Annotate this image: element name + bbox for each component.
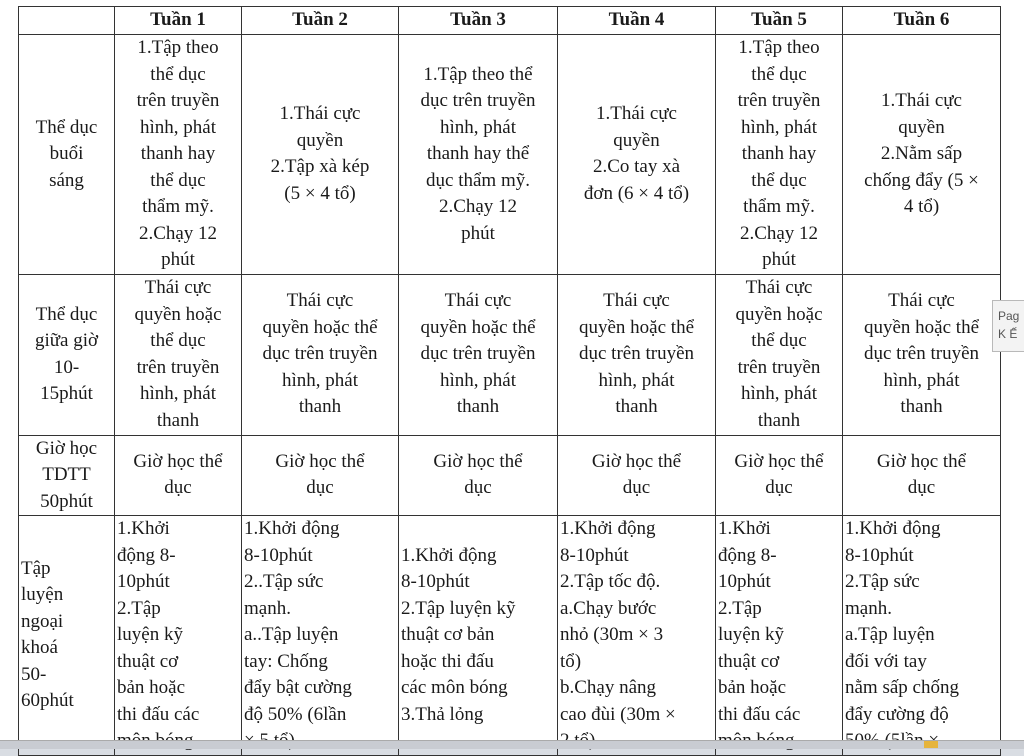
table-cell: Giờ học thể dục (843, 435, 1001, 516)
side-tab-line-2: K Ế (998, 327, 1018, 341)
row-label: Thể dục giữa giờ 10- 15phút (19, 274, 115, 435)
table-cell: 1.Khởi động 8-10phút 2.Tập luyện kỹ thuật cơ bản hoặc thi đấu các môn bóng 3.Thả lỏng (399, 516, 558, 756)
table-cell: 1.Thái cực quyền 2.Tập xà kép (5 × 4 tổ) (242, 35, 399, 275)
table-cell: Thái cực quyền hoặc thể dục trên truyền hình, phát thanh (399, 274, 558, 435)
header-row (19, 7, 1001, 35)
row-label: Giờ học TDTT 50phút (19, 435, 115, 516)
table-row-extracurricular (19, 516, 1001, 756)
table-cell: 1.Thái cực quyền 2.Co tay xà đơn (6 × 4 tổ) (558, 35, 716, 275)
table-cell: 1.Tập theo thể dục trên truyền hình, phát thanh hay thể dục thẩm mỹ. 2.Chạy 12 phút (115, 35, 242, 275)
table-cell: Giờ học thể dục (716, 435, 843, 516)
side-tab-line-1: Pag (998, 309, 1020, 323)
table-cell: Giờ học thể dục (558, 435, 716, 516)
table-cell: Thái cực quyền hoặc thể dục trên truyền hình, phát thanh (716, 274, 843, 435)
table-cell: Thái cực quyền hoặc thể dục trên truyền hình, phát thanh (558, 274, 716, 435)
table-cell: 1.Khởi động 8-10phút 2..Tập sức mạnh. a..Tập luyện tay: Chống đẩy bật cường độ 50% (6lần (242, 516, 399, 756)
row-label: Tập luyện ngoại khoá 50- 60phút (19, 516, 115, 756)
training-schedule-table (18, 6, 1001, 756)
table-cell: 1.Khởi động 8- 10phút 2.Tập luyện kỹ thuật cơ bản hoặc thi đấu các (716, 516, 843, 756)
header-week-3: Tuần 3 (399, 7, 558, 35)
table-cell: 1.Khởi động 8- 10phút 2.Tập luyện kỹ thuật cơ bản hoặc thi đấu các (115, 516, 242, 756)
page-side-tab[interactable] (992, 300, 1024, 352)
table-cell: 1.Tập theo thể dục trên truyền hình, phát thanh hay thể dục thẩm mỹ. 2.Chạy 12 phút (399, 35, 558, 275)
table-cell: Thái cực quyền hoặc thể dục trên truyền hình, phát thanh (843, 274, 1001, 435)
table-cell: 1.Khởi động 8-10phút 2.Tập sức mạnh. a.Tập luyện đối với tay nằm sấp chống đẩy cường độ (843, 516, 1001, 756)
row-label: Thể dục buổi sáng (19, 35, 115, 275)
header-week-2: Tuần 2 (242, 7, 399, 35)
table-cell: Giờ học thể dục (115, 435, 242, 516)
table-cell: Giờ học thể dục (242, 435, 399, 516)
header-week-4: Tuần 4 (558, 7, 716, 35)
table-row-pe-class (19, 435, 1001, 516)
header-week-1: Tuần 1 (115, 7, 242, 35)
table-row-morning-exercise (19, 35, 1001, 275)
header-week-6: Tuần 6 (843, 7, 1001, 35)
table-row-midday-exercise (19, 274, 1001, 435)
table-cell: 1.Thái cực quyền 2.Nằm sấp chống đẩy (5 × 4 tổ) (843, 35, 1001, 275)
table-cell: Giờ học thể dục (399, 435, 558, 516)
taskbar-app-icon[interactable] (924, 741, 938, 748)
header-cell-empty (19, 7, 115, 35)
table-cell: Thái cực quyền hoặc thể dục trên truyền hình, phát thanh (115, 274, 242, 435)
table-cell: 1.Khởi động 8-10phút 2.Tập tốc độ. a.Chạy bước nhỏ (30m × 3 tổ) b.Chạy nâng cao đùi (30m × (558, 516, 716, 756)
header-week-5: Tuần 5 (716, 7, 843, 35)
table-cell: Thái cực quyền hoặc thể dục trên truyền hình, phát thanh (242, 274, 399, 435)
table-cell: 1.Tập theo thể dục trên truyền hình, phát thanh hay thể dục thẩm mỹ. 2.Chạy 12 phút (716, 35, 843, 275)
